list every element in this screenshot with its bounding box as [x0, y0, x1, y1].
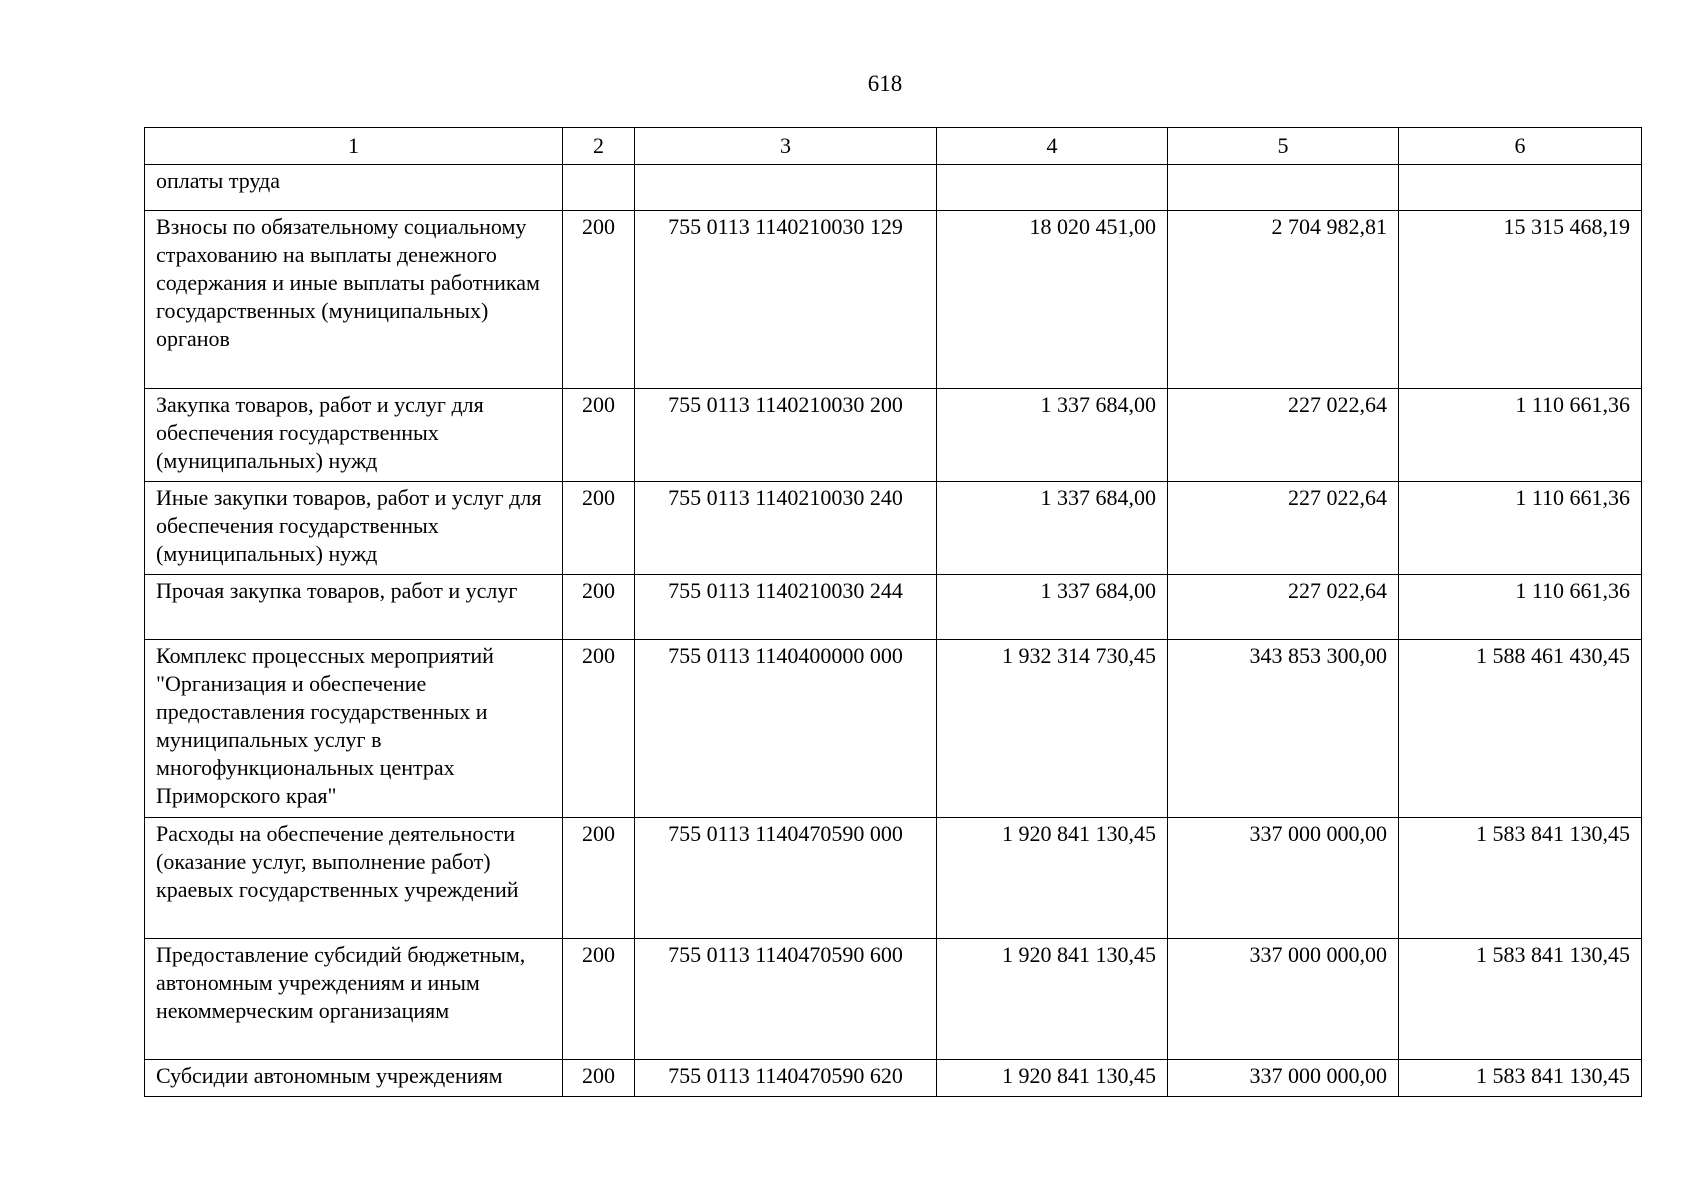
unexecuted-amount-cell: 1 588 461 430,45	[1399, 640, 1642, 818]
expense-name-cell: Расходы на обеспечение деятельности (оказание услуг, выполнение работ) краевых государственных учреждений	[145, 818, 563, 939]
budget-execution-table	[144, 127, 1642, 1097]
header-col-6: 6	[1399, 128, 1642, 165]
unexecuted-amount-cell: 1 110 661,36	[1399, 482, 1642, 575]
table-header-row	[145, 128, 1642, 165]
table-row	[145, 482, 1642, 575]
executed-amount-cell: 337 000 000,00	[1168, 939, 1399, 1060]
budget-code-cell: 755 0113 1140400000 000	[635, 640, 937, 818]
executed-amount-cell: 343 853 300,00	[1168, 640, 1399, 818]
unexecuted-amount-cell: 1 110 661,36	[1399, 389, 1642, 482]
header-col-3: 3	[635, 128, 937, 165]
approved-amount-cell: 1 337 684,00	[937, 389, 1168, 482]
header-col-2: 2	[563, 128, 635, 165]
unexecuted-amount-cell: 1 583 841 130,45	[1399, 818, 1642, 939]
table-row	[145, 640, 1642, 818]
executed-amount-cell	[1168, 165, 1399, 211]
budget-code-cell: 755 0113 1140470590 600	[635, 939, 937, 1060]
expense-name-cell: Субсидии автономным учреждениям	[145, 1060, 563, 1097]
line-code-cell: 200	[563, 482, 635, 575]
approved-amount-cell: 18 020 451,00	[937, 211, 1168, 389]
header-col-5: 5	[1168, 128, 1399, 165]
unexecuted-amount-cell	[1399, 165, 1642, 211]
expense-name-cell: оплаты труда	[145, 165, 563, 211]
approved-amount-cell: 1 920 841 130,45	[937, 818, 1168, 939]
line-code-cell: 200	[563, 389, 635, 482]
approved-amount-cell: 1 920 841 130,45	[937, 939, 1168, 1060]
budget-code-cell: 755 0113 1140470590 620	[635, 1060, 937, 1097]
header-col-1: 1	[145, 128, 563, 165]
table-row	[145, 389, 1642, 482]
line-code-cell: 200	[563, 1060, 635, 1097]
budget-code-cell: 755 0113 1140210030 200	[635, 389, 937, 482]
line-code-cell: 200	[563, 575, 635, 640]
table-row	[145, 165, 1642, 211]
unexecuted-amount-cell: 15 315 468,19	[1399, 211, 1642, 389]
unexecuted-amount-cell: 1 110 661,36	[1399, 575, 1642, 640]
approved-amount-cell	[937, 165, 1168, 211]
executed-amount-cell: 337 000 000,00	[1168, 818, 1399, 939]
expense-name-cell: Прочая закупка товаров, работ и услуг	[145, 575, 563, 640]
approved-amount-cell: 1 920 841 130,45	[937, 1060, 1168, 1097]
executed-amount-cell: 227 022,64	[1168, 575, 1399, 640]
header-col-4: 4	[937, 128, 1168, 165]
page-number: 618	[867, 71, 903, 96]
unexecuted-amount-cell: 1 583 841 130,45	[1399, 939, 1642, 1060]
line-code-cell	[563, 165, 635, 211]
approved-amount-cell: 1 337 684,00	[937, 482, 1168, 575]
line-code-cell: 200	[563, 211, 635, 389]
table-row	[145, 211, 1642, 389]
table-row	[145, 575, 1642, 640]
table-row	[145, 1060, 1642, 1097]
expense-name-cell: Комплекс процессных мероприятий "Организация и обеспечение предоставления государственных и муниципальных услуг в многофункциональных центрах Приморского края"	[145, 640, 563, 818]
line-code-cell: 200	[563, 939, 635, 1060]
table-row	[145, 939, 1642, 1060]
line-code-cell: 200	[563, 640, 635, 818]
line-code-cell: 200	[563, 818, 635, 939]
budget-code-cell: 755 0113 1140210030 244	[635, 575, 937, 640]
expense-name-cell: Закупка товаров, работ и услуг для обеспечения государственных (муниципальных) нужд	[145, 389, 563, 482]
expense-name-cell: Предоставление субсидий бюджетным, автономным учреждениям и иным некоммерческим организациям	[145, 939, 563, 1060]
budget-code-cell: 755 0113 1140210030 240	[635, 482, 937, 575]
unexecuted-amount-cell: 1 583 841 130,45	[1399, 1060, 1642, 1097]
executed-amount-cell: 2 704 982,81	[1168, 211, 1399, 389]
executed-amount-cell: 337 000 000,00	[1168, 1060, 1399, 1097]
budget-code-cell: 755 0113 1140470590 000	[635, 818, 937, 939]
budget-code-cell	[635, 165, 937, 211]
approved-amount-cell: 1 337 684,00	[937, 575, 1168, 640]
table-row	[145, 818, 1642, 939]
expense-name-cell: Взносы по обязательному социальному страхованию на выплаты денежного содержания и иные выплаты работникам государственных (муниципальных) органов	[145, 211, 563, 389]
executed-amount-cell: 227 022,64	[1168, 482, 1399, 575]
approved-amount-cell: 1 932 314 730,45	[937, 640, 1168, 818]
budget-code-cell: 755 0113 1140210030 129	[635, 211, 937, 389]
executed-amount-cell: 227 022,64	[1168, 389, 1399, 482]
expense-name-cell: Иные закупки товаров, работ и услуг для обеспечения государственных (муниципальных) нужд	[145, 482, 563, 575]
